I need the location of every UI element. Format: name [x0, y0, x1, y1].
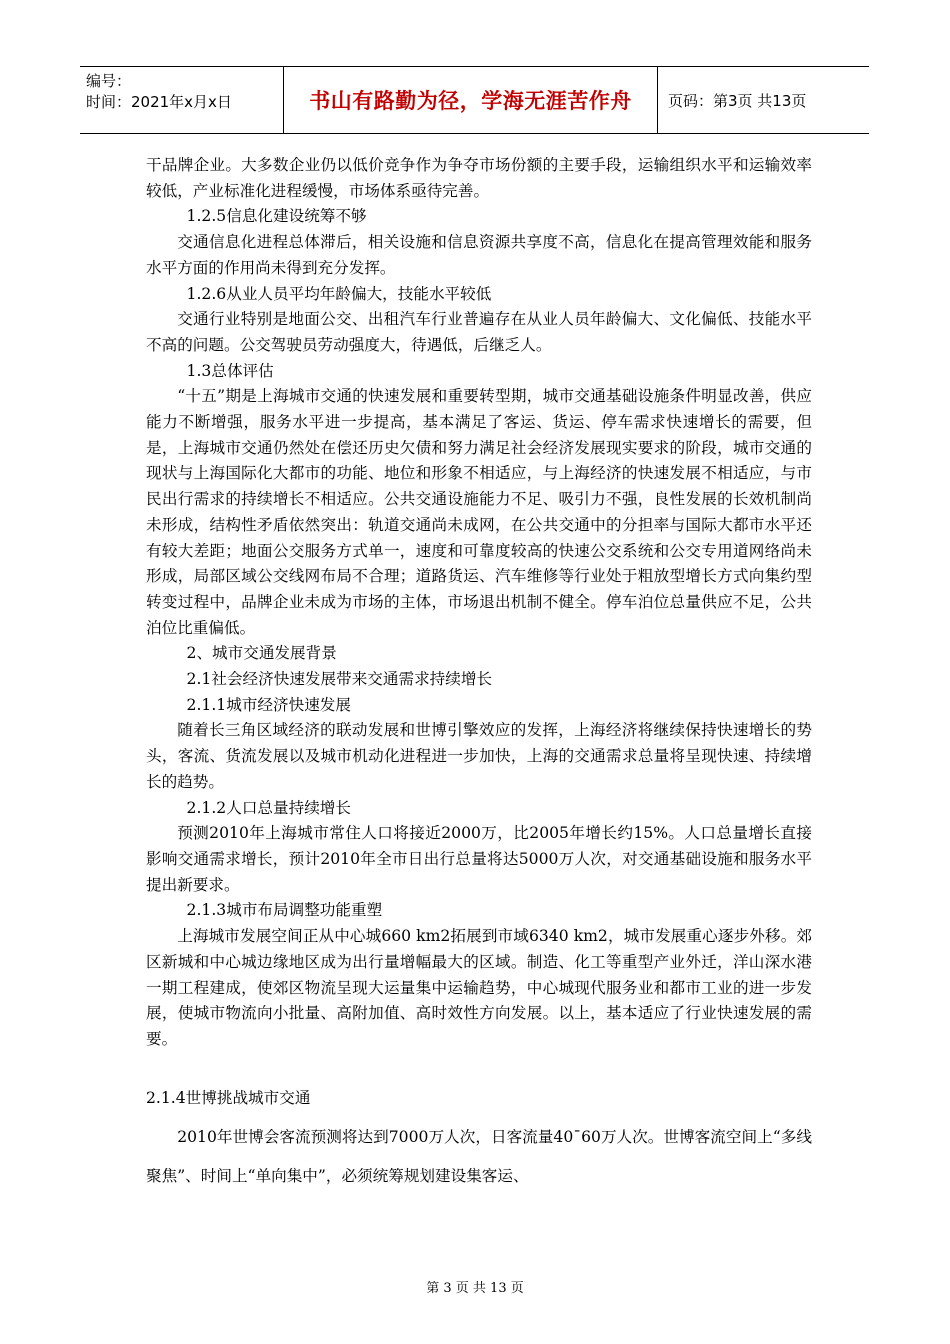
- header-info-cell: [80, 67, 284, 133]
- paragraph: 随着长三角区域经济的联动发展和世博引擎效应的发挥，上海经济将继续保持快速增长的势头，客流、货流发展以及城市机动化进程进一步加快，上海的交通需求总量将呈现快速、持续增长的趋势。: [146, 721, 812, 791]
- section-heading: 2.1.2人口总量持续增长: [186, 798, 351, 817]
- paragraph: 交通行业特别是地面公交、出租汽车行业普遍存在从业人员年龄偏大、文化偏低、技能水平不高的问题。公交驾驶员劳动强度大，待遇低，后继乏人。: [146, 310, 812, 354]
- document-date-label: 时间：2021年x月x日: [86, 93, 232, 111]
- paragraph: 交通信息化进程总体滞后，相关设施和信息资源共享度不高，信息化在提高管理效能和服务水平方面的作用尚未得到充分发挥。: [146, 233, 812, 277]
- page-footer: 第 3 页 共 13 页: [426, 1281, 524, 1296]
- section-heading: 1.2.6从业人员平均年龄偏大，技能水平较低: [186, 284, 492, 303]
- section-heading: 2.1.1城市经济快速发展: [186, 695, 351, 714]
- header-motto: 书山有路勤为径，学海无涯苦作舟: [284, 67, 658, 133]
- document-body: [146, 153, 812, 1196]
- section-heading: 2.1社会经济快速发展带来交通需求持续增长: [186, 670, 493, 689]
- header-table: [80, 66, 869, 134]
- paragraph: 上海城市发展空间正从中心城660 km2拓展到市域6340 km2，城市发展重心逐步外移。郊区新城和中心城边缘地区成为出行量增幅最大的区域。制造、化工等重型产业外迁，洋山深水港一期工程建成，使郊区物流呈现大运量集中运输趋势，中心城现代服务业和都市工业的进一步发展，使城市物流向小批量、高附加值、高时效性方向发展。以上，基本适应了行业快速发展的需要。: [146, 927, 812, 1048]
- paragraph: 预测2010年上海城市常住人口将接近2000万，比2005年增长约15%。人口总量增长直接影响交通需求增长，预计2010年全市日出行总量将达5000万人次，对交通基础设施和服务水平提出新要求。: [146, 824, 812, 894]
- header-page-number: 页码：第3页 共13页: [668, 91, 807, 110]
- paragraph: “十五”期是上海城市交通的快速发展和重要转型期，城市交通基础设施条件明显改善，供应能力不断增强，服务水平进一步提高，基本满足了客运、货运、停车需求快速增长的需要，但是，上海城市交通仍然处在偿还历史欠债和努力满足社会经济发展现实要求的阶段，城市交通的现状与上海国际化大都市的功能、地位和形象不相适应，与上海经济的快速发展不相适应，与市民出行需求的持续增长不相适应。公共交通设施能力不足、吸引力不强，良性发展的长效机制尚未形成，结构性矛盾依然突出：轨道交通尚未成网，在公共交通中的分担率与国际大都市水平还有较大差距；地面公交服务方式单一，速度和可靠度较高的快速公交系统和公交专用道网络尚未形成，局部区域公交线网布局不合理；道路货运、汽车维修等行业处于粗放型增长方式向集约型转变过程中，品牌企业未成为市场的主体，市场退出机制不健全。停车泊位总量供应不足，公共泊位比重偏低。: [146, 387, 812, 637]
- paragraph: 2010年世博会客流预测将达到7000万人次，日客流量40¯60万人次。世博客流空间上“多线聚焦”、时间上“单向集中”，必须统筹规划建设集客运、: [146, 1127, 812, 1185]
- document-number-label: 编号：: [86, 72, 132, 90]
- section-heading: 1.2.5信息化建设统筹不够: [186, 207, 367, 226]
- section-heading: 1.3总体评估: [186, 361, 274, 380]
- paragraph: 干品牌企业。大多数企业仍以低价竞争作为争夺市场份额的主要手段，运输组织水平和运输效率较低，产业标准化进程缓慢，市场体系亟待完善。: [146, 156, 812, 200]
- section-heading: 2.1.4世博挑战城市交通: [146, 1088, 311, 1107]
- section-heading: 2、城市交通发展背景: [186, 644, 337, 663]
- section-heading: 2.1.3城市布局调整功能重塑: [186, 901, 383, 920]
